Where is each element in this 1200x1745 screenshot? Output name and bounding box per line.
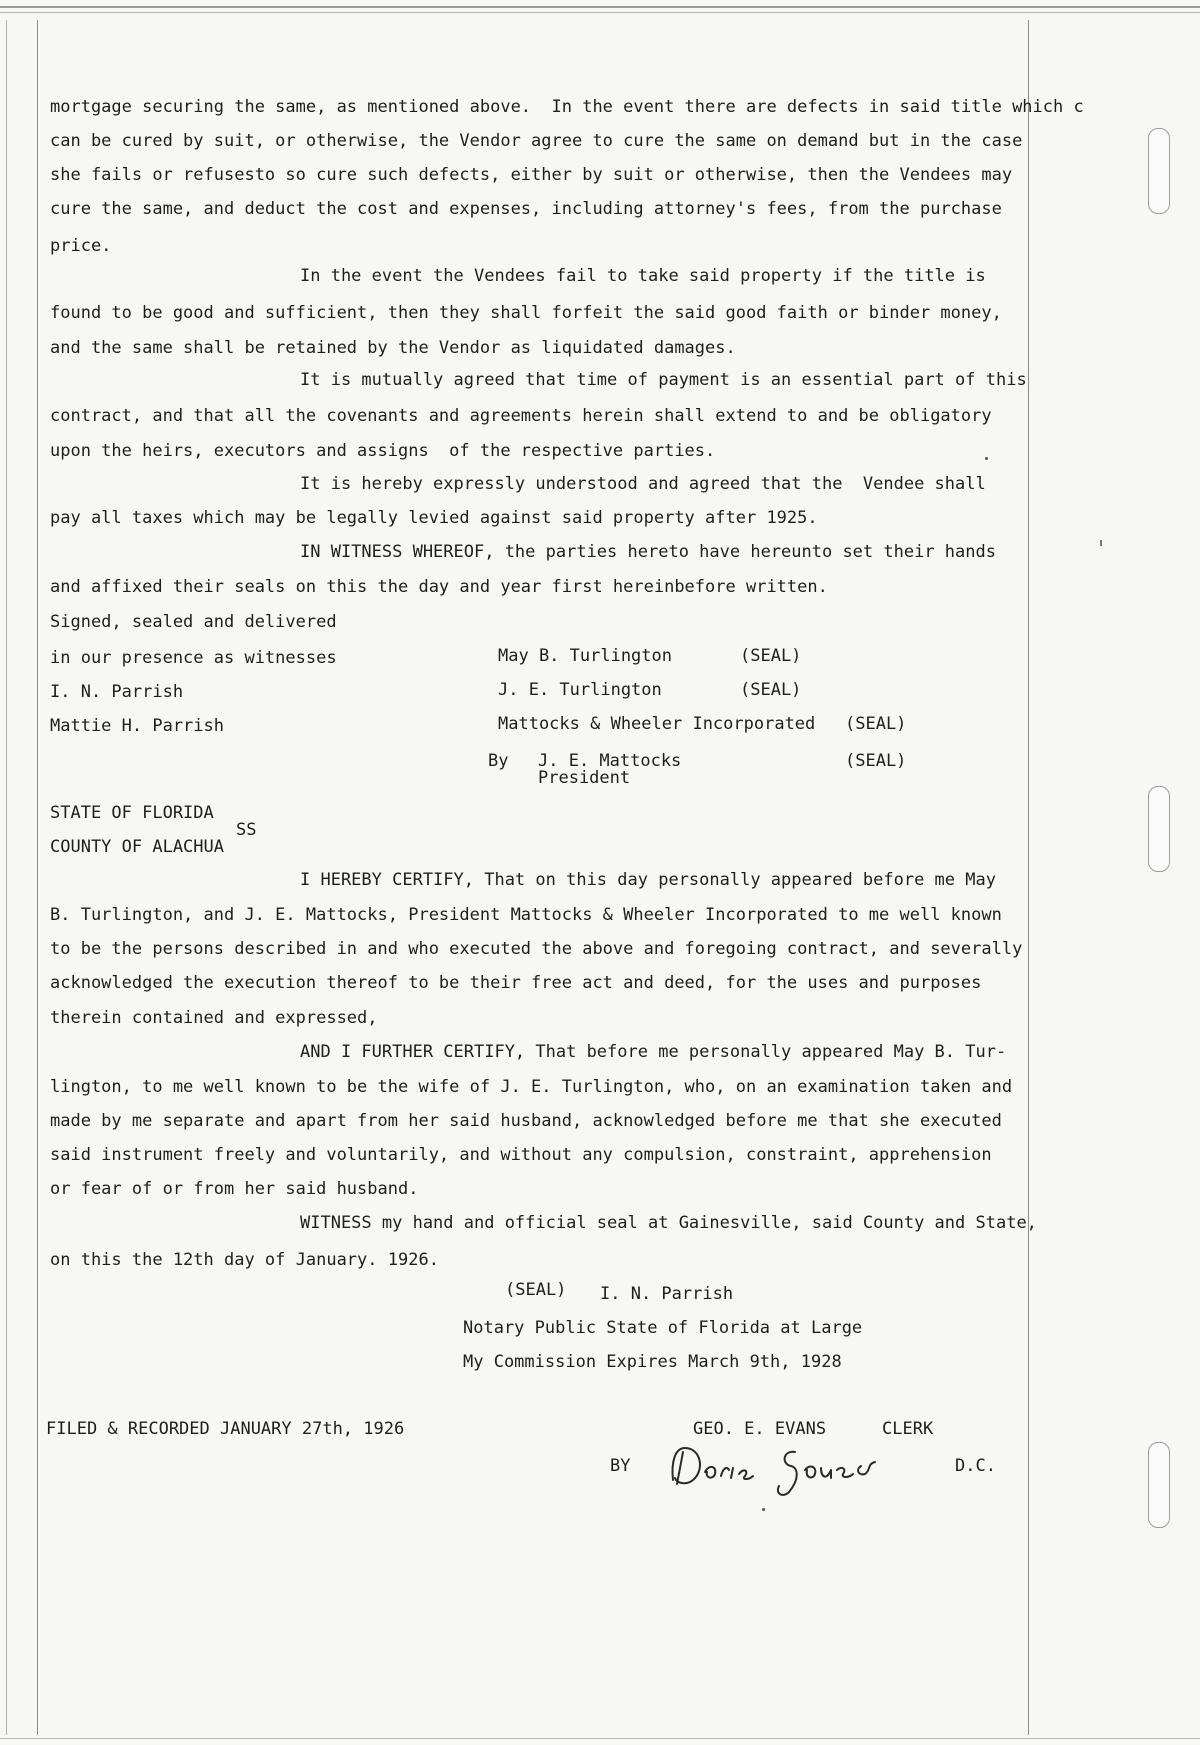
filed-recorded-line: FILED & RECORDED JANUARY 27th, 1926 — [46, 1419, 405, 1439]
witness-presence-line: in our presence as witnesses — [50, 648, 337, 668]
certificate-line: to be the persons described in and who executed the above and foregoing contract, and severally — [50, 939, 1023, 959]
seal-mark: (SEAL) — [740, 680, 802, 700]
body-line: mortgage securing the same, as mentioned above. In the event there are defects in said title which c — [50, 97, 1084, 117]
body-line: price. — [50, 236, 112, 256]
certificate-line: lington, to me well known to be the wife of J. E. Turlington, who, on an examination taken and — [50, 1077, 1013, 1097]
body-line: In the event the Vendees fail to take said property if the title is — [300, 266, 986, 286]
certificate-line: I HEREBY CERTIFY, That on this day personally appeared before me May — [300, 870, 996, 890]
clerk-name: GEO. E. EVANS — [693, 1419, 827, 1439]
body-line: cure the same, and deduct the cost and expenses, including attorney's fees, from the purchase — [50, 199, 1002, 219]
company-name: Mattocks & Wheeler Incorporated — [498, 714, 816, 734]
binder-hole-bottom — [1148, 1442, 1170, 1528]
body-line: found to be good and sufficient, then they shall forfeit the said good faith or binder money, — [50, 303, 1002, 323]
officer-title: President — [538, 768, 631, 788]
certificate-line: acknowledged the execution thereof to be their free act and deed, for the uses and purposes — [50, 973, 982, 993]
seal-mark: (SEAL) — [845, 714, 907, 734]
body-line: can be cured by suit, or otherwise, the Vendor agree to cure the same on demand but in the case — [50, 131, 1023, 151]
by-label: By — [488, 751, 509, 771]
bottom-border-rule — [0, 1738, 1200, 1739]
outer-left-edge — [6, 20, 7, 1735]
party-name: May B. Turlington — [498, 646, 672, 666]
witness-name: Mattie H. Parrish — [50, 716, 224, 736]
seal-mark: (SEAL) — [845, 751, 907, 771]
certificate-line: on this the 12th day of January. 1926. — [50, 1250, 439, 1270]
certificate-line: or fear of or from her said husband. — [50, 1179, 419, 1199]
paper-speck — [985, 457, 988, 460]
body-line: It is mutually agreed that time of payment is an essential part of this — [300, 370, 1027, 390]
notary-seal: (SEAL) — [505, 1280, 567, 1300]
body-line: pay all taxes which may be legally levied against said property after 1925. — [50, 508, 818, 528]
venue-state: STATE OF FLORIDA — [50, 803, 214, 823]
notary-name: I. N. Parrish — [600, 1284, 734, 1304]
top-border-rule-thin — [0, 12, 1200, 13]
venue-ss: SS — [236, 820, 257, 840]
officer-name: J. E. Mattocks — [538, 751, 682, 771]
witness-name: I. N. Parrish — [50, 682, 184, 702]
certificate-line: WITNESS my hand and official seal at Gainesville, said County and State, — [300, 1213, 1037, 1233]
certificate-line: AND I FURTHER CERTIFY, That before me personally appeared May B. Tur- — [300, 1042, 1007, 1062]
body-line: It is hereby expressly understood and agreed that the Vendee shall — [300, 474, 986, 494]
party-name: J. E. Turlington — [498, 680, 662, 700]
top-border-rule — [0, 6, 1200, 8]
certificate-line: therein contained and expressed, — [50, 1008, 378, 1028]
body-line: and affixed their seals on this the day and year first hereinbefore written. — [50, 577, 828, 597]
certificate-line: B. Turlington, and J. E. Mattocks, President Mattocks & Wheeler Incorporated to me well known — [50, 905, 1002, 925]
certificate-line: said instrument freely and voluntarily, and without any compulsion, constraint, apprehension — [50, 1145, 992, 1165]
certificate-line: made by me separate and apart from her said husband, acknowledged before me that she executed — [50, 1111, 1002, 1131]
left-margin-line — [37, 20, 38, 1735]
venue-county: COUNTY OF ALACHUA — [50, 837, 224, 857]
deputy-by-label: BY — [610, 1456, 631, 1476]
paper-speck — [1100, 540, 1102, 546]
binder-hole-top — [1148, 128, 1170, 214]
binder-hole-middle — [1148, 786, 1170, 872]
signed-sealed-line: Signed, sealed and delivered — [50, 612, 337, 632]
dc-label: D.C. — [955, 1456, 996, 1476]
seal-mark: (SEAL) — [740, 646, 802, 666]
body-line: IN WITNESS WHEREOF, the parties hereto have hereunto set their hands — [300, 542, 996, 562]
notary-commission: My Commission Expires March 9th, 1928 — [463, 1352, 842, 1372]
body-line: contract, and that all the covenants and agreements herein shall extend to and be obligatory — [50, 406, 992, 426]
deputy-clerk-signature — [665, 1440, 895, 1500]
right-margin-line — [1028, 20, 1029, 1735]
clerk-title: CLERK — [882, 1419, 934, 1439]
body-line: and the same shall be retained by the Vendor as liquidated damages. — [50, 338, 736, 358]
body-line: upon the heirs, executors and assigns of the respective parties. — [50, 441, 716, 461]
notary-title: Notary Public State of Florida at Large — [463, 1318, 863, 1338]
paper-speck — [762, 1508, 765, 1511]
body-line: she fails or refusesto so cure such defects, either by suit or otherwise, then the Vendees may — [50, 165, 1013, 185]
